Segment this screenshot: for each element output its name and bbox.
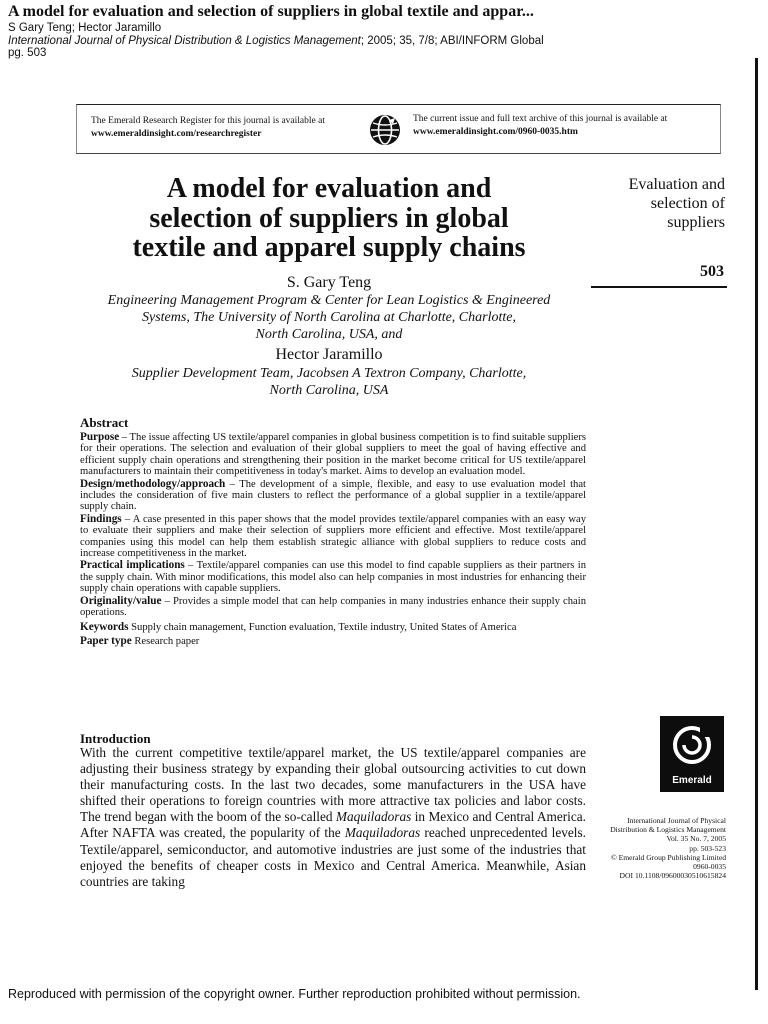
- running-head-line: selection of: [650, 195, 725, 212]
- intro-italic-term: Maquiladoras: [335, 809, 412, 825]
- citation-title: A model for evaluation and selection of suppliers in global textile and appar...: [8, 3, 534, 20]
- abstract-label: Practical implications: [80, 559, 185, 572]
- abstract-label: Originality/value: [80, 594, 162, 607]
- abstract-label: Paper type: [80, 634, 132, 647]
- abstract-purpose: [80, 432, 586, 478]
- journal-meta-line: pp. 503-523: [689, 843, 726, 853]
- affiliation-line: North Carolina, USA: [269, 383, 389, 398]
- citation-journal-name: International Journal of Physical Distribution & Logistics Management: [8, 35, 361, 47]
- copyright-footer: Reproduced with permission of the copyright owner. Further reproduction prohibited without permission.: [8, 987, 581, 1001]
- journal-meta-line: DOI 10.1108/09600030510615824: [619, 871, 726, 881]
- citation-authors: S Gary Teng; Hector Jaramillo: [8, 22, 162, 34]
- affiliation-line: North Carolina, USA, and: [255, 327, 403, 342]
- journal-meta-line: © Emerald Group Publishing Limited: [610, 852, 726, 862]
- journal-meta-line: Distribution & Logistics Management: [610, 825, 726, 835]
- page-number: 503: [700, 263, 724, 280]
- affiliation-line: Supplier Development Team, Jacobsen A Textron Company, Charlotte,: [131, 366, 527, 381]
- emerald-swirl-icon: [660, 716, 724, 772]
- article-title: [70, 174, 588, 263]
- abstract-body: [80, 432, 586, 648]
- abstract-text: – Provides a simple model that can help companies in many industries enhance their supply chain operations.: [80, 595, 586, 619]
- introduction-heading: Introduction: [80, 731, 151, 746]
- journal-meta-line: 0960-0035: [693, 862, 726, 872]
- abstract-text: – The development of a simple, flexible, and easy to use evaluation model that includes the consideration of five main clusters to reflect the performance of a global supplier in a textile/apparel supply chain.: [80, 478, 586, 513]
- abstract-heading: Abstract: [80, 415, 129, 430]
- running-head-line: suppliers: [667, 214, 725, 231]
- article-title-line: A model for evaluation and: [166, 173, 492, 204]
- citation-journal: [8, 35, 544, 47]
- author-name: S. Gary Teng: [286, 274, 372, 291]
- author-name: Hector Jaramillo: [275, 346, 383, 363]
- abstract-label: Purpose: [80, 431, 120, 443]
- journal-meta-line: Vol. 35 No. 7, 2005: [666, 834, 726, 844]
- abstract-practical: [80, 560, 586, 594]
- abstract-paper-type: [80, 636, 586, 647]
- abstract-findings: [80, 514, 586, 560]
- register-left-text: The Emerald Research Register for this journal is available at: [91, 116, 325, 126]
- abstract-design: [80, 479, 586, 513]
- citation-journal-details: ; 2005; 35, 7/8; ABI/INFORM Global: [360, 35, 544, 47]
- scan-border: [755, 58, 758, 990]
- abstract-text: – A case presented in this paper shows that the model provides textile/apparel companies with an easy way to evaluate their suppliers and make their selection of suppliers more efficient and effective. Most textile/apparel companies using this model can help them establish strategic alliance with global suppliers to reduce costs and increase competitiveness in the market.: [80, 513, 586, 560]
- register-left-url[interactable]: www.emeraldinsight.com/researchregister: [91, 129, 262, 139]
- article-title-line: textile and apparel supply chains: [132, 232, 526, 263]
- register-right: [413, 113, 667, 139]
- abstract-label: Findings: [80, 512, 122, 525]
- emerald-logo: [660, 716, 724, 792]
- register-right-url[interactable]: www.emeraldinsight.com/0960-0035.htm: [413, 127, 578, 137]
- abstract-keywords: [80, 622, 586, 633]
- page-number-rule: [591, 286, 727, 288]
- intro-text: reached unprecedented levels. Textile/apparel, semiconductor, and automotive industries are just some of the industries that enjoyed the benefits of cheaper costs in Mexico and Central America. Meanwhile, Asian countries are taking: [80, 825, 586, 889]
- introduction-paragraph: [80, 745, 586, 890]
- introduction-body: [80, 745, 586, 890]
- intro-text: With the current competitive textile/apparel market, the US textile/apparel companies are adjusting their business strategy by expanding their global outsourcing activities to cut down their manufacturing costs. In the last two decades, some manufacturers in the USA have shifted their operations to foreign countries with more attractive tax policies and labor costs. The trend began with the boom of the so-called: [80, 745, 586, 825]
- journal-meta-line: International Journal of Physical: [627, 816, 726, 825]
- author-affiliation: [70, 292, 588, 343]
- register-left: [91, 115, 325, 141]
- journal-meta: [560, 816, 726, 880]
- running-head: [585, 175, 725, 232]
- affiliation-line: Engineering Management Program & Center for Lean Logistics & Engineered: [107, 293, 551, 308]
- register-box: [76, 104, 721, 154]
- register-right-text: The current issue and full text archive of this journal is available at: [413, 114, 668, 124]
- affiliation-line: Systems, The University of North Carolina at Charlotte, Charlotte,: [142, 310, 516, 325]
- citation-pages: pg. 503: [8, 47, 47, 59]
- intro-text: in Mexico and Central America. After NAFTA was created, the popularity of the: [80, 809, 586, 841]
- abstract-text: – The issue affecting US textile/apparel companies in global business competition is to find suitable suppliers for their operations. The selection and evaluation of their global suppliers to meet the goal of having effective and efficient supply chain operations and strengthening their position in the market become critical for US textile/apparel manufacturers to maintain their competitiveness in today's market. Aims to develop an evaluation model.: [80, 432, 586, 478]
- abstract-label: Design/methodology/approach: [80, 477, 226, 490]
- abstract-text: Supply chain management, Function evaluation, Textile industry, United States of America: [128, 621, 517, 633]
- author-affiliation: [70, 365, 588, 399]
- running-head-line: Evaluation and: [628, 176, 725, 193]
- abstract-originality: [80, 596, 586, 619]
- abstract-text: – Textile/apparel companies can use this model to find capable suppliers as their partners in the supply chain. With minor modifications, this model also can help companies in most industries for enhancing their supply chain operations with capable suppliers.: [80, 560, 586, 595]
- abstract-label: Keywords: [80, 620, 129, 633]
- abstract-text: Research paper: [131, 635, 200, 647]
- article-title-line: selection of suppliers in global: [149, 202, 509, 234]
- globe-icon: [369, 114, 401, 146]
- intro-italic-term: Maquiladoras: [344, 825, 421, 841]
- emerald-logo-label: Emerald: [672, 775, 712, 786]
